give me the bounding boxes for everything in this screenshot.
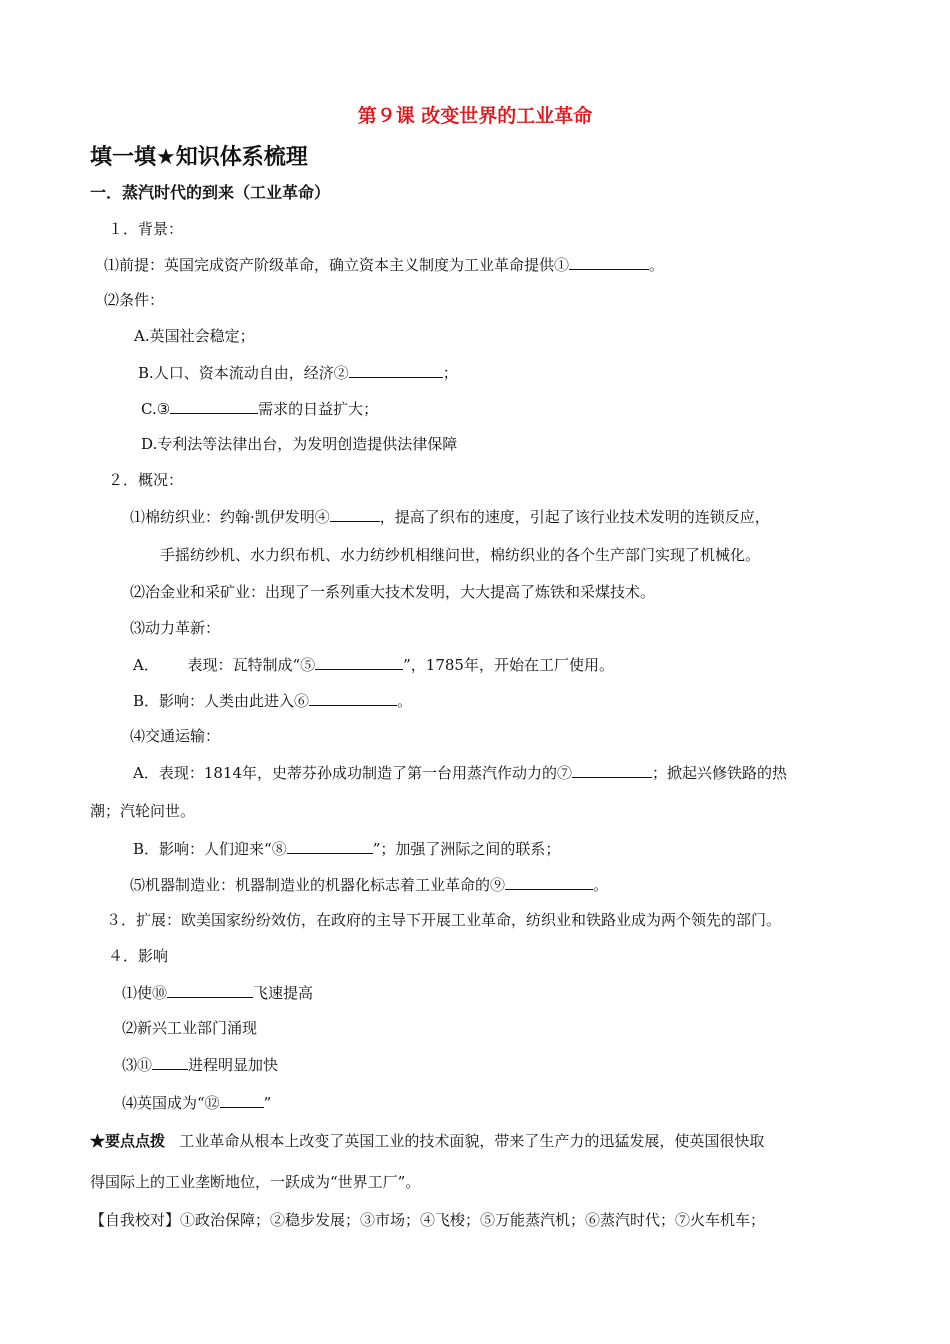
transport-b-text: B．影响：人们迎来“⑧ — [133, 840, 287, 858]
impact-4 — [122, 1092, 271, 1113]
textile-text-cont: ，提高了织布的速度，引起了该行业技术发明的连锁反应， — [379, 508, 770, 526]
blank-2[interactable] — [349, 362, 443, 378]
section-heading: 填一填★知识体系梳理 — [90, 145, 308, 170]
machine-line — [130, 874, 608, 895]
machine-end: 。 — [593, 876, 609, 894]
machine-text: ⑸机器制造业：机器制造业的机器化标志着工业革命的⑨ — [130, 876, 506, 894]
impact-1-text: ⑴使⑩ — [122, 984, 168, 1002]
background-label: １．背景： — [108, 220, 184, 238]
impact-3-end: 进程明显加快 — [188, 1056, 279, 1074]
overview-label: ２．概况： — [108, 471, 184, 489]
blank-6[interactable] — [309, 690, 397, 706]
condition-c-text: C.③ — [141, 400, 171, 418]
transport-label: ⑷交通运输： — [130, 727, 221, 745]
blank-3[interactable] — [170, 398, 258, 414]
metallurgy-line: ⑵冶金业和采矿业：出现了一系列重大技术发明，大大提高了炼铁和采煤技术。 — [130, 583, 656, 601]
impact-3 — [122, 1054, 278, 1075]
transport-a-text: A．表现：1814年，史蒂芬孙成功制造了第一台用蒸汽作动力的⑦ — [133, 764, 573, 782]
power-b-text: B．影响：人类由此进入⑥ — [133, 692, 310, 710]
condition-b-end: ； — [442, 364, 458, 382]
textile-line — [130, 506, 770, 527]
key-point-text: 工业革命从根本上改变了英国工业的技术面貌，带来了生产力的迅猛发展，使英国很快取 — [179, 1132, 765, 1150]
condition-b — [138, 362, 458, 383]
power-a-text: A． 表现：瓦特制成“⑤ — [133, 656, 316, 674]
condition-d: D.专利法等法律出台，为发明创造提供法律保障 — [141, 435, 458, 453]
key-point-line-1 — [90, 1131, 764, 1151]
blank-11[interactable] — [152, 1054, 188, 1070]
transport-b-cont: ”；加强了洲际之间的联系； — [372, 840, 561, 858]
premise-line — [104, 254, 664, 275]
transport-a-cont: ；掀起兴修铁路的热 — [652, 764, 788, 782]
transport-a-line-2: 潮；汽轮问世。 — [90, 802, 196, 820]
condition-b-text: B.人口、资本流动自由，经济② — [138, 364, 349, 382]
transport-a — [133, 762, 787, 783]
blank-4[interactable] — [330, 506, 380, 522]
premise-end: 。 — [649, 256, 665, 274]
condition-a: A.英国社会稳定； — [134, 327, 255, 345]
transport-b — [133, 838, 560, 859]
blank-9[interactable] — [505, 874, 593, 890]
power-b — [133, 690, 412, 711]
power-b-end: 。 — [397, 692, 413, 710]
lesson-title: 第９课 改变世界的工业革命 — [357, 105, 593, 127]
impact-4-text: ⑷英国成为“⑫ — [122, 1094, 220, 1112]
condition-c-end: 需求的日益扩大； — [258, 400, 379, 418]
conditions-label: ⑵条件： — [104, 291, 165, 309]
expand-line: ３．扩展：欧美国家纷纷效仿，在政府的主导下开展工业革命，纺织业和铁路业成为两个领先的部门。 — [106, 911, 782, 929]
impact-4-end: ” — [263, 1094, 272, 1112]
premise-text: ⑴前提：英国完成资产阶级革命，确立资本主义制度为工业革命提供① — [104, 256, 570, 274]
blank-12[interactable] — [220, 1092, 264, 1108]
blank-7[interactable] — [572, 762, 652, 778]
impact-3-text: ⑶⑪ — [122, 1056, 153, 1074]
self-check-line — [90, 1210, 765, 1230]
condition-c — [141, 398, 378, 419]
blank-1[interactable] — [569, 254, 649, 270]
power-label: ⑶动力革新： — [130, 619, 221, 637]
impact-label: ４．影响 — [108, 947, 169, 965]
key-point-line-2: 得国际上的工业垄断地位，一跃成为“世界工厂”。 — [90, 1173, 421, 1191]
textile-line-2: 手摇纺纱机、水力织布机、水力纺纱机相继问世，棉纺织业的各个生产部门实现了机械化。 — [160, 546, 761, 564]
power-a-end: ”，1785年，开始在工厂使用。 — [403, 656, 614, 674]
blank-8[interactable] — [287, 838, 373, 854]
impact-1 — [122, 982, 313, 1003]
self-check-text: ①政治保障；②稳步发展；③市场；④飞梭；⑤万能蒸汽机；⑥蒸汽时代；⑦火车机车； — [180, 1211, 766, 1229]
key-point-label: ★要点点拨 — [90, 1132, 166, 1150]
textile-text: ⑴棉纺织业：约翰·凯伊发明④ — [130, 508, 330, 526]
self-check-label: 【自我校对】 — [90, 1211, 181, 1229]
impact-1-end: 飞速提高 — [253, 984, 314, 1002]
power-a — [133, 654, 614, 675]
part1-heading: 一．蒸汽时代的到来（工业革命） — [90, 183, 331, 202]
blank-10[interactable] — [167, 982, 253, 998]
impact-2: ⑵新兴工业部门涌现 — [122, 1019, 258, 1037]
blank-5[interactable] — [315, 654, 403, 670]
